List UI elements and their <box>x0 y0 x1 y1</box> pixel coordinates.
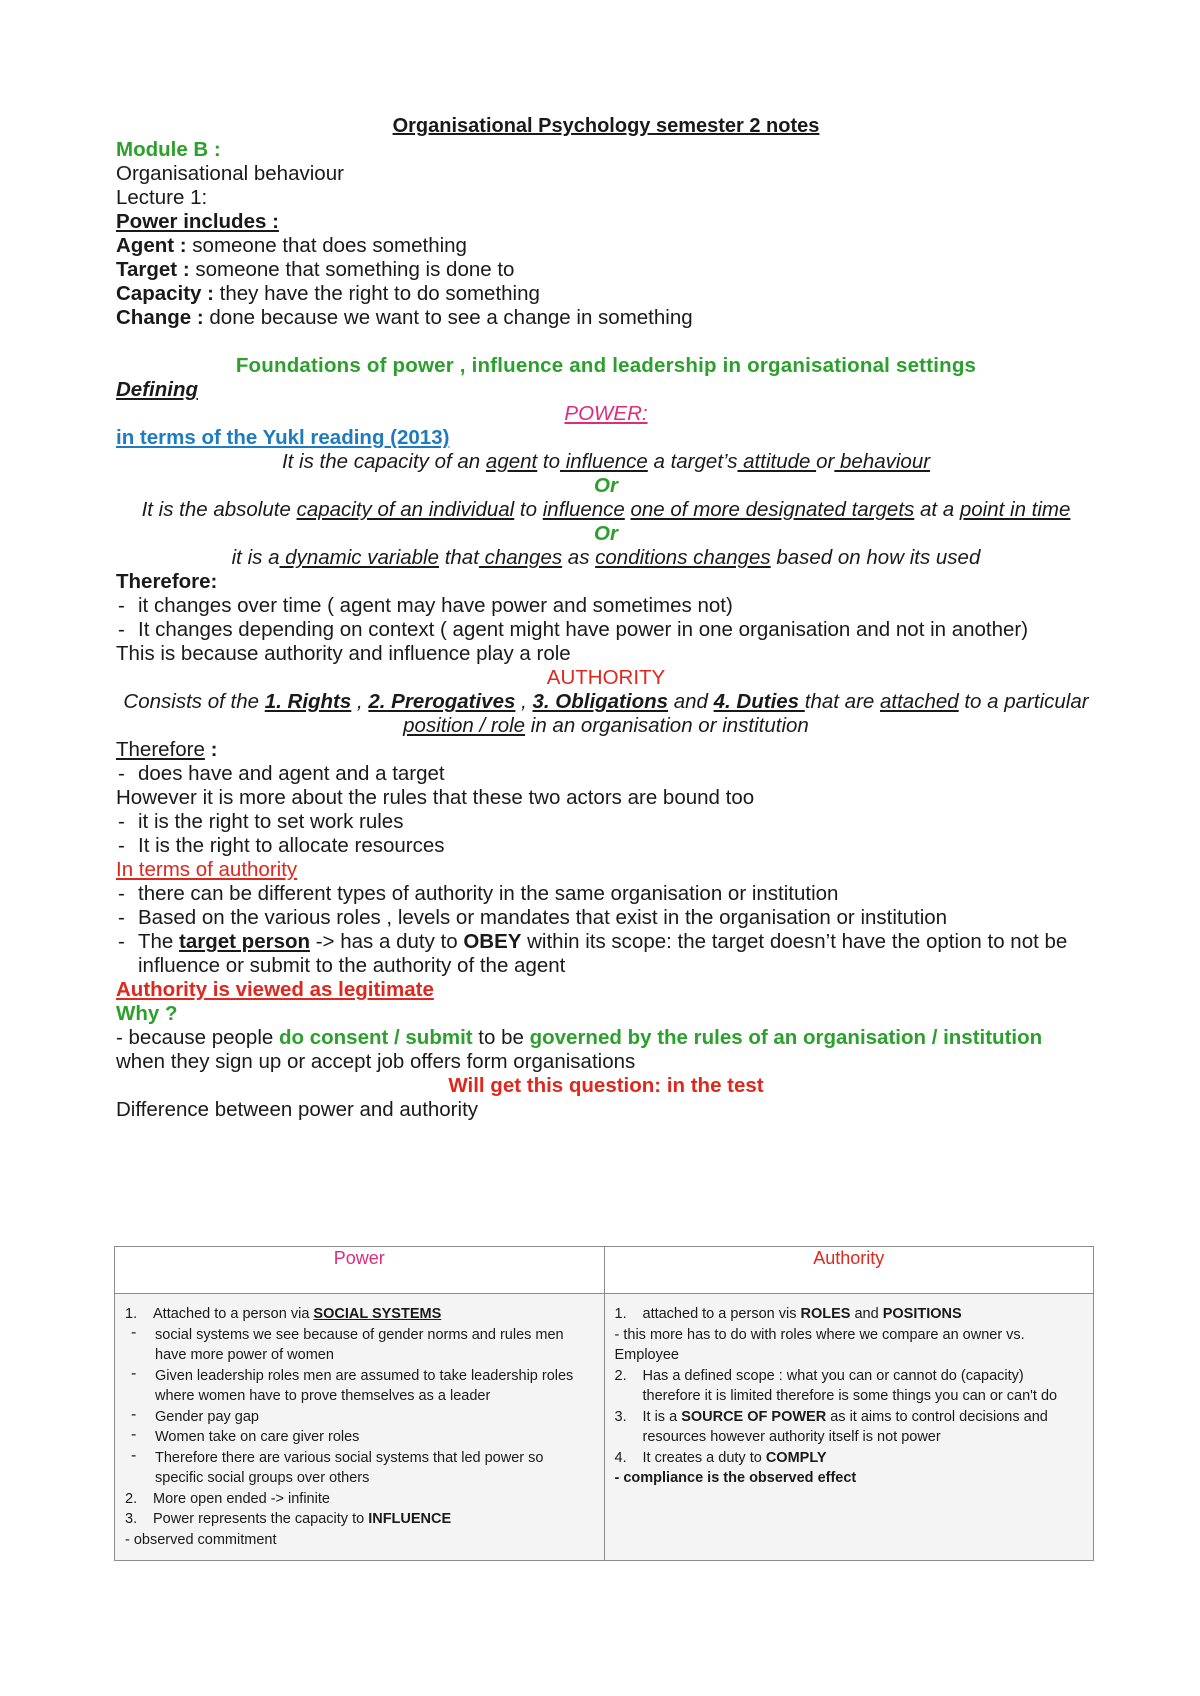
list-item: - Women take on care giver roles <box>125 1427 596 1448</box>
list-item: - it is the right to set work rules <box>116 810 1096 834</box>
list-item: - does have and agent and a target <box>116 762 1096 786</box>
list-item: - It changes depending on context ( agent might have power in one organisation and not in another) <box>116 618 1096 642</box>
why-label: Why ? <box>116 1002 178 1025</box>
list-item: - Given leadership roles men are assumed to take leadership roles where women have to prove themselves as a leader <box>125 1366 596 1407</box>
therefore-label-2: Therefore : <box>116 738 218 761</box>
list-item: - Based on the various roles , levels or mandates that exist in the organisation or institution <box>116 906 1096 930</box>
power-authority-table <box>114 1246 1094 1561</box>
power-definition-3: it is a dynamic variable that changes as conditions changes based on how its used <box>231 546 981 569</box>
authority-column-header: Authority <box>604 1247 1094 1294</box>
power-includes-heading: Power includes : <box>116 210 279 233</box>
authority-intro: This is because authority and influence play a role <box>116 642 571 665</box>
list-item: - It is the right to allocate resources <box>116 834 1096 858</box>
power-item-target: Target : someone that something is done to <box>116 258 515 281</box>
module-label: Module B : <box>116 138 221 161</box>
list-item: - Gender pay gap <box>125 1407 596 1428</box>
authority-definition: Consists of the 1. Rights , 2. Prerogatives , 3. Obligations and 4. Duties that are attached to a particular position / role in an organisation or institution <box>123 690 1089 737</box>
therefore-label: Therefore: <box>116 570 218 593</box>
power-column-header: Power <box>115 1247 605 1294</box>
difference-label: Difference between power and authority <box>116 1098 479 1121</box>
authority-cell: 1. attached to a person vis ROLES and POSITIONS - this more has to do with roles where we compare an owner vs. Employee 2. Has a defined scope : what you can or cannot do (capacity) therefore it is limited therefore is some things you can or can't do 3. It is a SOURCE OF POWER as it aims to control decisions and resources however authority itself is not power 4. It creates a duty to COMPLY - compliance is the observed effect <box>604 1294 1094 1561</box>
power-item-capacity: Capacity : they have the right to do something <box>116 282 540 305</box>
list-item: - it changes over time ( agent may have power and sometimes not) <box>116 594 1096 618</box>
legitimate-explanation: - because people do consent / submit to be governed by the rules of an organisation / institution when they sign up or accept job offers form organisations <box>116 1026 1043 1073</box>
defining-label: Defining <box>116 378 198 401</box>
legitimate-heading: Authority is viewed as legitimate <box>116 978 434 1001</box>
however-text: However it is more about the rules that these two actors are bound too <box>116 786 755 809</box>
or-separator-2: Or <box>594 522 618 545</box>
power-definition-2: It is the absolute capacity of an individual to influence one of more designated targets at a point in time <box>141 498 1071 521</box>
list-item: - Therefore there are various social systems that led power so specific social groups over others <box>125 1448 596 1489</box>
list-item: - social systems we see because of gender norms and rules men have more power of women <box>125 1325 596 1366</box>
test-note: Will get this question: in the test <box>448 1074 764 1097</box>
therefore-list <box>116 594 1096 642</box>
authority-heading: AUTHORITY <box>546 666 666 689</box>
document-page <box>116 114 1096 1122</box>
section-heading: Foundations of power , influence and leadership in organisational settings <box>235 354 977 377</box>
yukl-reference: in terms of the Yukl reading (2013) <box>116 426 450 449</box>
power-heading: POWER: <box>564 402 648 425</box>
or-separator-1: Or <box>594 474 618 497</box>
lecture-label: Lecture 1: <box>116 186 208 209</box>
power-cell: 1. Attached to a person via SOCIAL SYSTEMS - social systems we see because of gender norms and rules men have more power of women - Given leadership roles men are assumed to take leadership roles where women have to prove themselves as a leader - Gender pay gap - Women take on care giver roles - Therefore there are various social systems that led power so specific social groups over others 2. More open ended -> infinite 3. Power represents the capacity to INFLUENCE - observed commitment <box>115 1294 605 1561</box>
document-title: Organisational Psychology semester 2 notes <box>392 115 820 137</box>
subject-label: Organisational behaviour <box>116 162 344 185</box>
power-item-agent: Agent : someone that does something <box>116 234 467 257</box>
list-item: - there can be different types of authority in the same organisation or institution <box>116 882 1096 906</box>
power-item-change: Change : done because we want to see a change in something <box>116 306 693 329</box>
in-terms-authority-heading: In terms of authority <box>116 858 298 881</box>
power-definition-1: It is the capacity of an agent to influence a target’s attitude or behaviour <box>281 450 931 473</box>
list-item: - The target person -> has a duty to OBEY within its scope: the target doesn’t have the option to not be influence or submit to the authority of the agent <box>116 930 1096 978</box>
